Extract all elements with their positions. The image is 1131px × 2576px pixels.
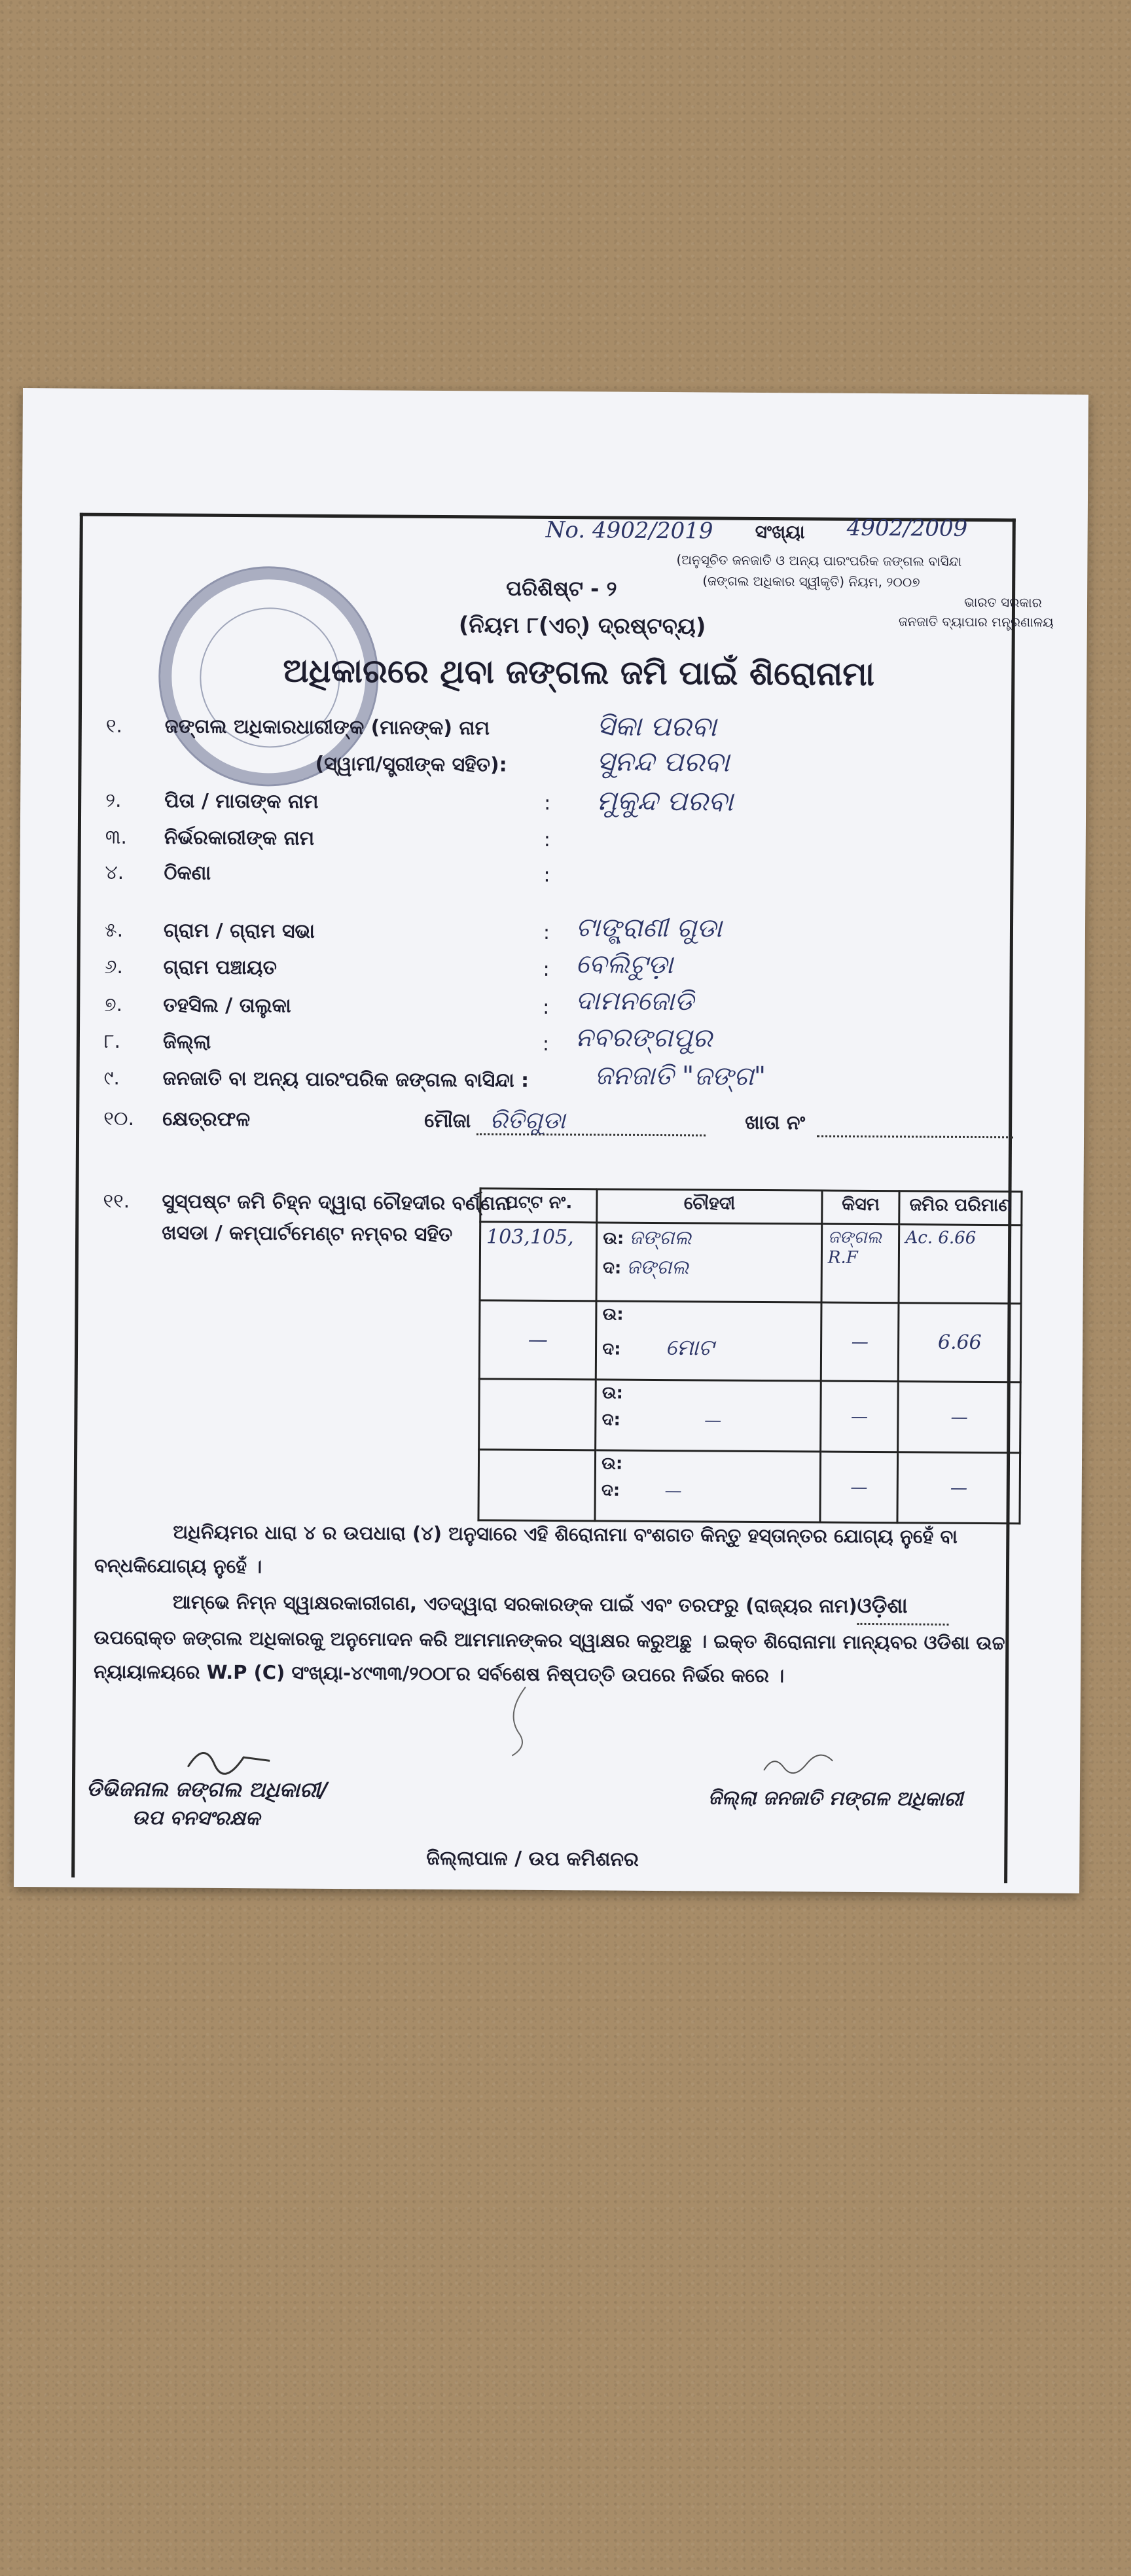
cell-boundary (596, 1223, 821, 1302)
number-label: ସଂଖ୍ୟା (755, 520, 805, 543)
colon: : (544, 791, 551, 815)
boundary-table (477, 1187, 1022, 1524)
field-4-label: ଠିକଣା (164, 861, 211, 885)
field-11-label-line2: ଖସଡା / କମ୍ପାର୍ଟମେଣ୍ଟ ନମ୍ବର ସହିତ (162, 1221, 453, 1247)
cell-boundary (595, 1450, 820, 1522)
signature-left-subtitle: ଉପ ବନସଂରକ୍ଷକ (132, 1806, 260, 1831)
column-header-kisam: କିସମ (822, 1190, 900, 1225)
table-row (478, 1450, 1020, 1524)
cell-area: Ac. 6.66 (899, 1225, 1021, 1304)
colon: : (542, 1032, 550, 1056)
field-1-value: ସିକା ପରବା (596, 709, 717, 743)
dir-south: ଦ: (602, 1339, 621, 1359)
cell-south: — (704, 1410, 722, 1431)
declaration-text-post: ଉପରୋକ୍ତ ଜଙ୍ଗଲ ଅଧିକାରକୁ ଅନୁମୋଦନ କରି ଆମମାନଙ୍କର ସ୍ୱାକ୍ଷର କରୁଅଛୁ । ଇକ୍ତ ଶିରୋନାମା ମାନ୍ୟବର ଓଡିଶା ଉଚ୍ଚ ନ୍ୟାୟାଳୟରେ W.P (C) ସଂଖ୍ୟା-୪୯୩୩/୨୦୦୮ର ସର୍ବଶେଷ ନିଷ୍ପତ୍ତି ଉପରେ ନିର୍ଭର କରେ । (93, 1626, 1005, 1687)
field-11-number: ୧୧. (103, 1189, 130, 1213)
field-2-value: ମୁକୁନ୍ଦ ପରବା (596, 784, 734, 817)
field-5-label: ଗ୍ରାମ / ଗ୍ରାମ ସଭା (163, 919, 315, 943)
signature-scribble-center (492, 1680, 545, 1759)
cell-area: — (897, 1452, 1020, 1524)
mouza-blank (476, 1107, 706, 1136)
declaration-paragraph-1: ଅଧିନିୟମର ଧାରା ୪ ର ଉପଧାରା (୪) ଅନୁସାରେ ଏହି ଶିରୋନାମା ବଂଶଗତ କିନ୍ତୁ ହସ୍ତାନ୍ତର ଯୋଗ୍ୟ ନୁହେଁ ବା ବନ୍ଧକିଯୋଗ୍ୟ ନୁହେଁ । (94, 1520, 958, 1578)
cell-south: — (664, 1481, 682, 1501)
document-title: ଅଧିକାରରେ ଥିବା ଜଙ୍ଗଲ ଜମି ପାଇଁ ଶିରୋନାମା (283, 651, 875, 694)
cell-kisam: ଜଙ୍ଗଲ R.F (821, 1224, 899, 1303)
field-7-value: ଦାମନଜୋଡି (575, 986, 694, 1017)
field-5-value: ଟାଙ୍ଗ୍ରାଣୀ ଗୁଡା (575, 912, 723, 944)
mouza-value: ରିତିଗୁଡା (490, 1107, 566, 1135)
state-name: ଓଡ଼ିଶା (857, 1592, 908, 1619)
field-9-value: ଜନଜାତି "ଜଙ୍ଗ" (594, 1060, 766, 1092)
cell-kisam: — (821, 1381, 899, 1452)
dir-north: ଉ: (601, 1383, 624, 1403)
field-2-label: ପିତା / ମାତାଙ୍କ ନାମ (164, 789, 319, 814)
title-deed-document (14, 388, 1088, 1893)
number-value: 4902/2009 (846, 514, 968, 542)
cell-boundary (596, 1380, 821, 1452)
declaration-text-pre: ଆମ୍ଭେ ନିମ୍ନ ସ୍ୱାକ୍ଷରକାରୀଗଣ, ଏତଦ୍ୱାରା ସରକାରଙ୍କ ପାଇଁ ଏବଂ ତରଫରୁ (ରାଜ୍ୟର ନାମ) (172, 1590, 857, 1617)
field-8-value: ନବରଙ୍ଗପୁର (575, 1022, 713, 1054)
dir-south: ଦ: (601, 1480, 620, 1501)
field-4-number: ୪. (105, 861, 124, 885)
field-1-number: ୧. (105, 714, 123, 738)
signature-left-title: ଡିଭିଜନାଲ ଜଙ୍ଗଲ ଅଧିକାରୀ/ (86, 1776, 328, 1802)
cell-south: ମୋଟ (665, 1334, 714, 1361)
khata-label: ଖାତା ନଂ (745, 1111, 806, 1135)
cell-plot (479, 1379, 596, 1450)
cell-kisam: — (820, 1452, 898, 1523)
khata-blank (817, 1109, 1013, 1138)
field-6-number: ୬. (104, 955, 124, 978)
field-1-label: ଜଙ୍ଗଲ ଅଧିକାରଧାରୀଙ୍କ (ମାନଙ୍କ) ନାମ (164, 715, 490, 740)
field-11-label-line1: ସୁସ୍ପଷ୍ଟ ଜମି ଚିହ୍ନ ଦ୍ୱାରା ଚୌହଦୀର ବର୍ଣ୍ଣନା (162, 1190, 511, 1215)
signature-right-title: ଜିଲ୍ଲା ଜନଜାତି ମଙ୍ଗଳ ଅଧିକାରୀ (708, 1786, 963, 1811)
field-3-number: ୩. (105, 825, 128, 850)
act-line-4: ଜନଜାତି ବ୍ୟାପାର ମନ୍ତ୍ରଣାଳୟ (898, 613, 1054, 630)
cell-area: — (898, 1382, 1020, 1453)
field-7-number: ୭. (104, 993, 123, 1016)
cell-kisam: — (821, 1302, 899, 1382)
dir-north: ଉ: (602, 1304, 624, 1325)
colon: : (543, 921, 550, 944)
field-3-label: ନିର୍ଭରକାରୀଙ୍କ ନାମ (164, 826, 315, 850)
field-1b-value: ସୁନନ୍ଦ ପରବା (596, 745, 730, 778)
colon: : (543, 995, 550, 1019)
field-2-number: ୨. (105, 789, 122, 812)
column-header-plot: ପଟ୍ଟ ନଂ. (480, 1189, 598, 1223)
column-header-area: ଜମିର ପରିମାଣ (899, 1191, 1022, 1225)
field-5-number: ୫. (104, 918, 124, 942)
act-line-3: ଭାରତ ସରକାର (963, 594, 1042, 611)
handwritten-number: No. 4902/2019 (545, 516, 713, 545)
table-row (480, 1222, 1022, 1304)
cell-north: ଜଙ୍ଗଲ (629, 1226, 692, 1250)
colon: : (543, 828, 551, 851)
table-row (479, 1300, 1021, 1382)
table-row (479, 1379, 1021, 1453)
declaration-paragraph-2 (94, 1584, 1011, 1694)
act-line-2: (ଜଙ୍ଗଲ ଅଧିକାର ସ୍ୱୀକୃତି) ନିୟମ, ୨୦୦୭ (702, 573, 920, 590)
cell-plot: — (479, 1300, 596, 1380)
cell-boundary (596, 1301, 821, 1381)
field-7-label: ତହସିଲ / ତାଲୁକା (163, 993, 291, 1018)
signature-center-title: ଜିଲ୍ଲାପାଳ / ଉପ କମିଶନର (426, 1846, 639, 1871)
field-1b-label: (ସ୍ୱାମୀ/ସ୍ତ୍ରୀଙ୍କ ସହିତ): (315, 752, 507, 777)
column-header-boundary: ଚୌହଦୀ (597, 1189, 822, 1224)
mouza-label: ମୌଜା (424, 1109, 471, 1133)
field-6-value: ବେଲିଟୁଡ଼ା (575, 949, 673, 980)
dir-north: ଉ: (603, 1228, 624, 1249)
signature-scribble-left (185, 1738, 276, 1778)
field-9-label: ଜନଜାତି ବା ଅନ୍ୟ ପାରଂପରିକ ଜଙ୍ଗଲ ବାସିନ୍ଦା : (162, 1067, 530, 1092)
colon: : (543, 957, 550, 981)
dir-south: ଦ: (601, 1410, 621, 1430)
cell-south: ଜଙ୍ଗଲ (626, 1255, 689, 1279)
signature-scribble-right (761, 1747, 852, 1781)
dir-south: ଦ: (602, 1258, 622, 1278)
cell-plot: 103,105, (480, 1222, 597, 1301)
field-10-number: ୧୦. (103, 1107, 135, 1131)
field-9-number: ୯. (103, 1066, 120, 1090)
field-8-number: ୮. (103, 1029, 121, 1053)
rule-reference: (ନିୟମ ୮(ଏଚ୍) ଦ୍ରଷ୍ଟବ୍ୟ) (458, 612, 706, 640)
colon: : (543, 863, 550, 887)
cell-plot (478, 1450, 596, 1521)
appendix-label: ପରିଶିଷ୍ଟ - ୨ (506, 575, 617, 601)
field-8-label: ଜିଲ୍ଲା (162, 1030, 211, 1054)
state-blank (857, 1588, 949, 1626)
act-line-1: (ଅନୁସୂଚିତ ଜନଜାତି ଓ ଅନ୍ୟ ପାରଂପରିକ ଜଙ୍ଗଲ ବାସିନ୍ଦା (676, 552, 962, 569)
table-header-row (480, 1189, 1022, 1225)
dir-north: ଉ: (601, 1454, 623, 1474)
field-10-label: କ୍ଷେତ୍ରଫଳ (162, 1107, 251, 1132)
field-6-label: ଗ୍ରାମ ପଞ୍ଚାୟତ (163, 956, 278, 980)
cell-area: 6.66 (899, 1303, 1021, 1382)
